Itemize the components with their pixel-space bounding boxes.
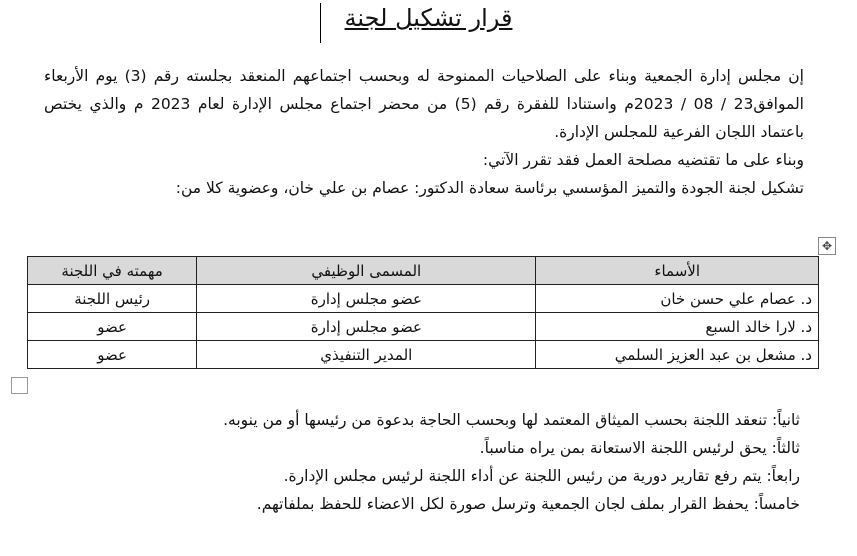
header-job-title: المسمى الوظيفي xyxy=(197,257,536,285)
list-item: ثانياً: تنعقد اللجنة بحسب الميثاق المعتمد لها وبحسب الحاجة بدعوة من رئيسها أو من ينوبه. xyxy=(223,411,800,429)
member-name: د. عصام علي حسن خان xyxy=(536,285,819,313)
header-names: الأسماء xyxy=(536,257,819,285)
member-job-title: المدير التنفيذي xyxy=(197,341,536,369)
list-item: ثالثاً: يحق لرئيس اللجنة الاستعانة بمن يراه مناسباً. xyxy=(479,439,800,457)
member-role: رئيس اللجنة xyxy=(28,285,197,313)
table-row xyxy=(28,285,819,313)
table-row xyxy=(28,313,819,341)
document-body xyxy=(44,62,804,202)
paragraph-decision: وبناء على ما تقتضيه مصلحة العمل فقد تقرر الآتي: xyxy=(482,151,804,169)
member-name: د. مشعل بن عبد العزيز السلمي xyxy=(536,341,819,369)
table-row xyxy=(28,341,819,369)
paragraph-intro: إن مجلس إدارة الجمعية وبناء على الصلاحيات الممنوحة له وبحسب اجتماعهم المنعقد بجلسته رقم (3) يوم الأربعاء الموافق23 / 08 / 2023م واستنادا للفقرة رقم (5) من محضر اجتماع مجلس الإدارة لعام 2023 م والذي يختص باعتماد اللجان الفرعية للمجلس الإدارة. xyxy=(44,67,804,141)
member-role: عضو xyxy=(28,313,197,341)
move-icon[interactable]: ✥ xyxy=(818,237,836,255)
member-name: د. لارا خالد السبع xyxy=(536,313,819,341)
list-item: خامساً: يحفظ القرار بملف لجان الجمعية وترسل صورة لكل الاعضاء للحفظ بملفاتهم. xyxy=(256,495,800,513)
checkbox-icon[interactable] xyxy=(11,377,28,394)
page-title: قرار تشكيل لجنة xyxy=(344,4,513,32)
member-job-title: عضو مجلس إدارة xyxy=(197,285,536,313)
header-role: مهمته في اللجنة xyxy=(28,257,197,285)
paragraph-formation: تشكيل لجنة الجودة والتميز المؤسسي برئاسة سعادة الدكتور: عصام بن علي خان، وعضوية كلا من: xyxy=(175,179,804,197)
member-job-title: عضو مجلس إدارة xyxy=(197,313,536,341)
committee-table xyxy=(27,256,819,369)
member-role: عضو xyxy=(28,341,197,369)
list-item: رابعاً: يتم رفع تقارير دورية من رئيس اللجنة عن أداء اللجنة لرئيس مجلس الإدارة. xyxy=(283,467,800,485)
decision-items xyxy=(100,406,800,518)
table-header-row xyxy=(28,257,819,285)
